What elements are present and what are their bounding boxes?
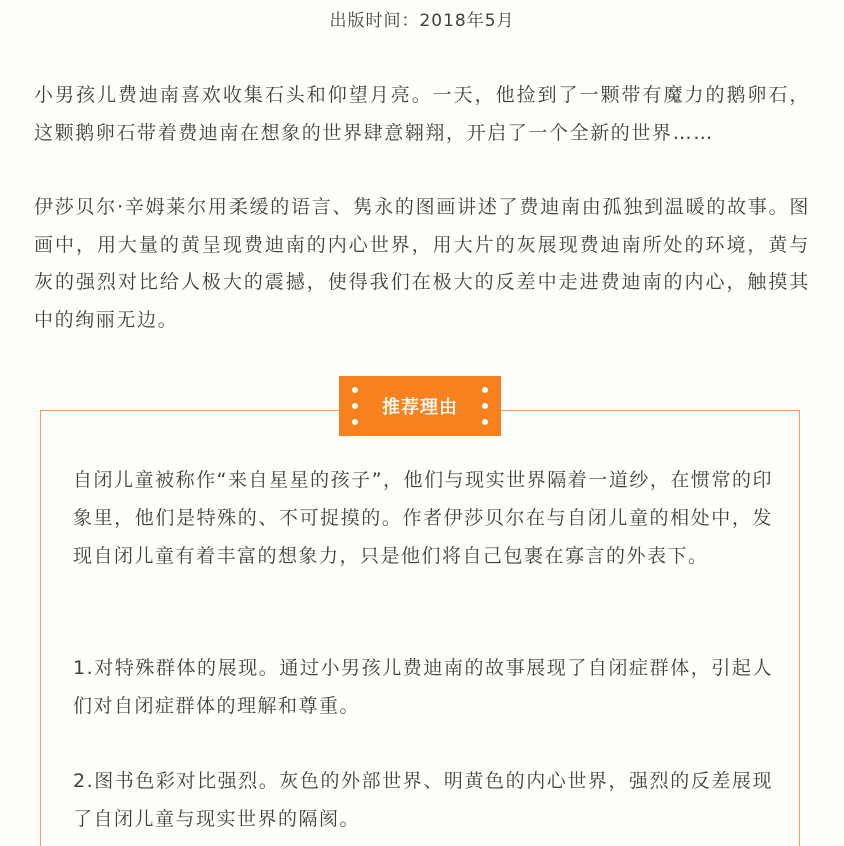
recommendation-paragraph: 自闭儿童被称作“来自星星的孩子”，他们与现实世界隔着一道纱，在惯常的印象里，他们是特殊的、不可捉摸的。作者伊莎贝尔在与自闭儿童的相处中，发现自闭儿童有着丰富的想象力，只是他们将自己包裹在寡言的外表下。	[73, 469, 773, 567]
intro-paragraph-2: 伊莎贝尔·辛姆莱尔用柔缓的语言、隽永的图画讲述了费迪南由孤独到温暖的故事。图画中，用大量的黄呈现费迪南的内心世界，用大片的灰展现费迪南所处的环境，黄与灰的强烈对比给人极大的震撼，使得我们在极大的反差中走进费迪南的内心，触摸其中的绚丽无边。	[34, 196, 810, 331]
recommendation-point-1: 1.对特殊群体的展现。通过小男孩儿费迪南的故事展现了自闭症群体，引起人们对自闭症群体的理解和尊重。	[73, 657, 773, 717]
publish-date: 出版时间：2018年5月	[329, 11, 515, 31]
badge-dot-icon	[352, 403, 358, 409]
badge-dot-icon	[352, 387, 358, 393]
badge-dot-icon	[352, 419, 358, 425]
intro-paragraph-1: 小男孩儿费迪南喜欢收集石头和仰望月亮。一天，他捡到了一颗带有魔力的鹅卵石，这颗鹅卵石带着费迪南在想象的世界肆意翱翔，开启了一个全新的世界……	[34, 84, 810, 144]
recommendation-point-2: 2.图书色彩对比强烈。灰色的外部世界、明黄色的内心世界，强烈的反差展现了自闭儿童与现实世界的隔阂。	[73, 770, 773, 830]
recommendation-title: 推荐理由	[382, 397, 458, 418]
recommendation-title-badge	[339, 376, 501, 436]
badge-dot-icon	[482, 387, 488, 393]
badge-dot-icon	[482, 403, 488, 409]
badge-dot-icon	[482, 419, 488, 425]
